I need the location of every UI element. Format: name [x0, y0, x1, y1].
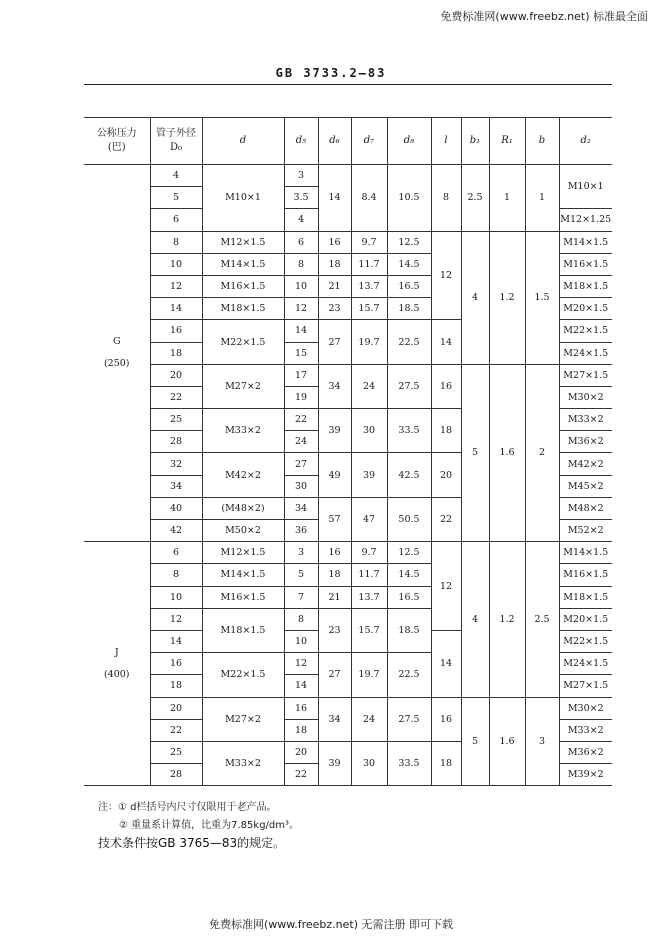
header-nominal-pressure: 公称压力 (巴)	[84, 118, 150, 165]
watermark-top: 免费标准网(www.freebz.net) 标准最全面	[440, 10, 648, 23]
cell-d6: 34	[318, 364, 351, 408]
cell-d5: 10	[284, 630, 318, 652]
cell-D0: 22	[150, 719, 202, 741]
cell-D0: 25	[150, 409, 202, 431]
cell-d5: 16	[284, 697, 318, 719]
cell-d2: M42×2	[559, 453, 612, 475]
header-R1: R₁	[489, 118, 525, 165]
cell-d2: M36×2	[559, 741, 612, 763]
cell-d5: 3	[284, 542, 318, 564]
cell-R1: 1	[489, 165, 525, 232]
table-row	[84, 542, 612, 564]
cell-d2: M27×1.5	[559, 364, 612, 386]
cell-b: 2	[525, 364, 559, 542]
cell-D0: 16	[150, 653, 202, 675]
cell-b: 1.5	[525, 231, 559, 364]
cell-d5: 12	[284, 298, 318, 320]
table-row	[84, 231, 612, 253]
cell-d2: M18×1.5	[559, 586, 612, 608]
group-label: G	[112, 336, 121, 348]
cell-d2: M24×1.5	[559, 342, 612, 364]
cell-d5: 18	[284, 719, 318, 741]
cell-d2: M30×2	[559, 697, 612, 719]
cell-d6: 16	[318, 231, 351, 253]
header-b1: b₁	[461, 118, 489, 165]
cell-d8: 14.5	[387, 253, 431, 275]
cell-R1: 1.6	[489, 364, 525, 542]
cell-D0: 6	[150, 542, 202, 564]
cell-d6: 18	[318, 253, 351, 275]
cell-D0: 20	[150, 364, 202, 386]
cell-d5: 5	[284, 564, 318, 586]
note-1: 注：① d栏括号内尺寸仅限用于老产品。	[98, 802, 277, 813]
cell-d6: 39	[318, 741, 351, 785]
cell-d7: 15.7	[351, 298, 387, 320]
cell-d8: 16.5	[387, 275, 431, 297]
cell-d8: 18.5	[387, 298, 431, 320]
cell-d6: 18	[318, 564, 351, 586]
cell-d8: 12.5	[387, 231, 431, 253]
dimensions-table	[84, 117, 612, 786]
watermark-bottom: 免费标准网(www.freebz.net) 无需注册 即可下载	[208, 918, 454, 931]
cell-d: M16×1.5	[202, 586, 284, 608]
cell-d2: M45×2	[559, 475, 612, 497]
cell-l: 16	[431, 364, 461, 408]
cell-d2: M33×2	[559, 719, 612, 741]
cell-d2: M20×1.5	[559, 298, 612, 320]
cell-d: M50×2	[202, 520, 284, 542]
group-label: J	[114, 646, 119, 658]
cell-l: 14	[431, 630, 461, 697]
cell-d6: 34	[318, 697, 351, 741]
cell-d: M12×1.5	[202, 231, 284, 253]
cell-d7: 19.7	[351, 320, 387, 364]
cell-d6: 14	[318, 165, 351, 232]
note-2: ② 重量系计算值，比重为7.85kg/dm³。	[119, 820, 300, 831]
cell-d: M18×1.5	[202, 608, 284, 652]
cell-d2: M52×2	[559, 520, 612, 542]
cell-D0: 10	[150, 253, 202, 275]
cell-d: M22×1.5	[202, 320, 284, 364]
cell-d6: 49	[318, 453, 351, 497]
cell-D0: 18	[150, 675, 202, 697]
cell-d5: 6	[284, 231, 318, 253]
cell-d6: 16	[318, 542, 351, 564]
standard-code: GB 3733.2—83	[275, 66, 387, 80]
cell-R1: 1.2	[489, 542, 525, 697]
cell-d6: 57	[318, 497, 351, 541]
cell-d7: 9.7	[351, 542, 387, 564]
cell-b1: 5	[461, 697, 489, 786]
cell-d8: 16.5	[387, 586, 431, 608]
cell-d2: M39×2	[559, 764, 612, 786]
cell-l: 20	[431, 453, 461, 497]
cell-D0: 25	[150, 741, 202, 763]
cell-d2: M16×1.5	[559, 253, 612, 275]
cell-d5: 36	[284, 520, 318, 542]
cell-d6: 27	[318, 320, 351, 364]
cell-d5: 3	[284, 165, 318, 187]
group-pressure: (250)	[103, 358, 130, 370]
cell-d5: 20	[284, 741, 318, 763]
header-d7: d₇	[351, 118, 387, 165]
cell-d7: 24	[351, 364, 387, 408]
cell-d2: M10×1	[559, 165, 612, 209]
cell-D0: 18	[150, 342, 202, 364]
cell-d2: M14×1.5	[559, 542, 612, 564]
header-rule	[84, 84, 612, 85]
cell-d6: 21	[318, 275, 351, 297]
group-pressure: (400)	[103, 668, 130, 680]
cell-d6: 21	[318, 586, 351, 608]
cell-l: 18	[431, 409, 461, 453]
cell-d5: 8	[284, 608, 318, 630]
technical-conditions: 技术条件按GB 3765—83的规定。	[98, 836, 286, 850]
header-d5: d₅	[284, 118, 318, 165]
header-pipe-od: 管子外径 D₀	[150, 118, 202, 165]
header-d8: d₈	[387, 118, 431, 165]
cell-D0: 8	[150, 564, 202, 586]
cell-d: M27×2	[202, 697, 284, 741]
cell-d5: 4	[284, 209, 318, 231]
cell-d: (M48×2)	[202, 497, 284, 519]
cell-D0: 12	[150, 275, 202, 297]
header-l: l	[431, 118, 461, 165]
cell-d8: 22.5	[387, 320, 431, 364]
cell-d5: 14	[284, 320, 318, 342]
cell-d5: 15	[284, 342, 318, 364]
cell-d2: M36×2	[559, 431, 612, 453]
cell-d5: 22	[284, 764, 318, 786]
cell-d2: M16×1.5	[559, 564, 612, 586]
cell-D0: 40	[150, 497, 202, 519]
cell-d7: 11.7	[351, 253, 387, 275]
cell-l: 18	[431, 741, 461, 785]
cell-D0: 42	[150, 520, 202, 542]
cell-d5: 7	[284, 586, 318, 608]
cell-d8: 27.5	[387, 364, 431, 408]
cell-d6: 27	[318, 653, 351, 697]
cell-d5: 34	[284, 497, 318, 519]
cell-d2: M14×1.5	[559, 231, 612, 253]
header-b: b	[525, 118, 559, 165]
cell-d5: 12	[284, 653, 318, 675]
cell-d: M18×1.5	[202, 298, 284, 320]
cell-b1: 4	[461, 542, 489, 697]
cell-b: 1	[525, 165, 559, 232]
cell-l: 12	[431, 231, 461, 320]
cell-D0: 6	[150, 209, 202, 231]
cell-D0: 14	[150, 298, 202, 320]
cell-D0: 14	[150, 630, 202, 652]
cell-d8: 50.5	[387, 497, 431, 541]
cell-d2: M18×1.5	[559, 275, 612, 297]
cell-d2: M33×2	[559, 409, 612, 431]
cell-d8: 42.5	[387, 453, 431, 497]
cell-d5: 8	[284, 253, 318, 275]
cell-D0: 28	[150, 431, 202, 453]
cell-l: 22	[431, 497, 461, 541]
cell-d7: 47	[351, 497, 387, 541]
cell-d7: 13.7	[351, 586, 387, 608]
cell-d8: 18.5	[387, 608, 431, 652]
cell-d: M14×1.5	[202, 253, 284, 275]
cell-d: M14×1.5	[202, 564, 284, 586]
group-cell-J	[84, 542, 150, 786]
cell-D0: 32	[150, 453, 202, 475]
cell-d5: 14	[284, 675, 318, 697]
cell-b: 3	[525, 697, 559, 786]
table-header-row	[84, 118, 612, 165]
cell-d5: 3.5	[284, 187, 318, 209]
cell-R1: 1.6	[489, 697, 525, 786]
cell-b1: 5	[461, 364, 489, 542]
table-row	[84, 364, 612, 386]
cell-D0: 12	[150, 608, 202, 630]
cell-b1: 2.5	[461, 165, 489, 232]
cell-D0: 16	[150, 320, 202, 342]
cell-d8: 33.5	[387, 741, 431, 785]
cell-d6: 23	[318, 608, 351, 652]
cell-d: M33×2	[202, 409, 284, 453]
cell-b1: 4	[461, 231, 489, 364]
header-d2: d₂	[559, 118, 612, 165]
cell-D0: 8	[150, 231, 202, 253]
cell-d7: 8.4	[351, 165, 387, 232]
cell-D0: 10	[150, 586, 202, 608]
header-d: d	[202, 118, 284, 165]
cell-d5: 30	[284, 475, 318, 497]
cell-l: 14	[431, 320, 461, 364]
cell-d2: M12×1.25	[559, 209, 612, 231]
cell-d5: 10	[284, 275, 318, 297]
cell-D0: 22	[150, 386, 202, 408]
cell-l: 8	[431, 165, 461, 232]
cell-d7: 19.7	[351, 653, 387, 697]
cell-d8: 10.5	[387, 165, 431, 232]
table-row	[84, 697, 612, 719]
cell-d7: 30	[351, 741, 387, 785]
cell-d2: M48×2	[559, 497, 612, 519]
table-row	[84, 165, 612, 187]
cell-R1: 1.2	[489, 231, 525, 364]
cell-l: 12	[431, 542, 461, 631]
header-d6: d₆	[318, 118, 351, 165]
group-cell-G	[84, 165, 150, 542]
cell-D0: 4	[150, 165, 202, 187]
cell-b: 2.5	[525, 542, 559, 697]
cell-d2: M22×1.5	[559, 630, 612, 652]
cell-d2: M24×1.5	[559, 653, 612, 675]
cell-d2: M27×1.5	[559, 675, 612, 697]
cell-d8: 27.5	[387, 697, 431, 741]
cell-d7: 30	[351, 409, 387, 453]
cell-d2: M22×1.5	[559, 320, 612, 342]
cell-D0: 28	[150, 764, 202, 786]
cell-d: M12×1.5	[202, 542, 284, 564]
cell-d7: 13.7	[351, 275, 387, 297]
cell-d8: 33.5	[387, 409, 431, 453]
cell-d: M27×2	[202, 364, 284, 408]
cell-d8: 22.5	[387, 653, 431, 697]
cell-d: M10×1	[202, 165, 284, 232]
cell-d7: 24	[351, 697, 387, 741]
cell-d6: 39	[318, 409, 351, 453]
cell-D0: 20	[150, 697, 202, 719]
cell-l: 16	[431, 697, 461, 741]
cell-d5: 27	[284, 453, 318, 475]
cell-d8: 12.5	[387, 542, 431, 564]
cell-D0: 5	[150, 187, 202, 209]
cell-d5: 17	[284, 364, 318, 386]
cell-d5: 24	[284, 431, 318, 453]
cell-d2: M30×2	[559, 386, 612, 408]
cell-d6: 23	[318, 298, 351, 320]
cell-d7: 39	[351, 453, 387, 497]
cell-d5: 22	[284, 409, 318, 431]
cell-d: M42×2	[202, 453, 284, 497]
cell-d: M33×2	[202, 741, 284, 785]
cell-d8: 14.5	[387, 564, 431, 586]
cell-D0: 34	[150, 475, 202, 497]
cell-d7: 15.7	[351, 608, 387, 652]
cell-d7: 9.7	[351, 231, 387, 253]
cell-d: M22×1.5	[202, 653, 284, 697]
cell-d: M16×1.5	[202, 275, 284, 297]
cell-d7: 11.7	[351, 564, 387, 586]
cell-d2: M20×1.5	[559, 608, 612, 630]
cell-d5: 19	[284, 386, 318, 408]
